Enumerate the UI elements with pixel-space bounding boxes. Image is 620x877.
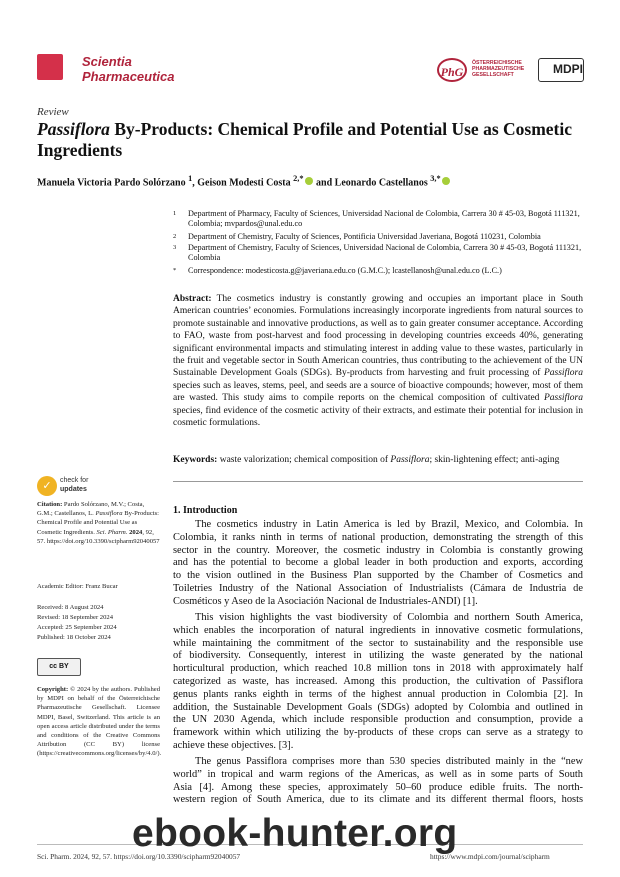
keywords	[173, 454, 583, 466]
orcid-icon[interactable]	[442, 177, 450, 185]
citation-year: 2024	[127, 528, 143, 536]
published-date: Published: 18 October 2024	[37, 634, 111, 641]
check-updates-line2: updates	[60, 485, 87, 493]
keywords-label: Keywords:	[173, 455, 218, 465]
copyright-text: © 2024 by the authors. Published by MDPI on behalf of the Österreichische Pharmazeutische Gesellschaft. Licensee MDPI, Basel, Switzerland. This article is an open access article distributed under the terms and conditions of the Creative Commons Attribution (CC BY) license (https://creativecommons.org/licenses/by/4.0/).	[37, 686, 162, 758]
citation-journal: Sci. Pharm.	[96, 528, 128, 536]
title-rest: By-Products: Chemical Profile and Potential Use as Cosmetic Ingredients	[37, 119, 573, 160]
text-line: Cosméticos y Aseo de la Asociación Nacional de Industriales-ANDI) [1].	[173, 595, 478, 607]
copyright	[37, 685, 160, 759]
check-updates-line1: check for	[60, 477, 89, 484]
affiliation-number: 1	[173, 210, 177, 217]
keywords-genus: Passiflora	[390, 455, 430, 465]
text-line: Toiletries Industry of the National Association of Industrialists (Cámara de Industria de	[173, 582, 583, 594]
affiliation-number: 2	[173, 233, 177, 240]
footer-citation: Sci. Pharm. 2024, 92, 57. https://doi.org/10.3390/scipharm92040057	[37, 852, 241, 861]
abstract-genus: Passiflora	[543, 393, 583, 404]
affiliation-text: Department of Chemistry, Faculty of Sciences, Pontificia Universidad Javeriana, Bogotá 110231, Colombia	[188, 232, 541, 241]
text-line: the UN 2030 Agenda, which include responsible production and consumption, provide a	[173, 714, 583, 726]
text-line: The genus Passiflora comprises more than 530 species distributed mainly in the “new	[195, 756, 583, 767]
orcid-icon[interactable]	[305, 177, 313, 185]
received-date: Received: 8 August 2024	[37, 604, 104, 611]
watermark: ebook-hunter.org	[132, 812, 458, 855]
text-line: This vision highlights the vast biodiversity of Colombia and northern South America,	[195, 612, 583, 623]
intro-paragraph-3	[173, 756, 583, 807]
text-line: to the vision outlined in the Business Plan supported by the Chamber of Cosmetics and	[173, 570, 583, 582]
text-line: and has the potential to become a global leader in both production and exports, according	[173, 557, 583, 569]
abstract-text: species, find evidence of the cosmetic activity of their extracts, and estimate their potential for inclusion in cosmetic formulations.	[173, 405, 583, 429]
citation-doi[interactable]: , 92, 57. https://doi.org/10.3390/scipharm92040057	[37, 528, 160, 545]
keywords-text: ; skin-lightening effect; anti-aging	[429, 455, 560, 465]
intro-paragraph-2	[173, 612, 583, 753]
text-line: while maintaining the commitment of the sector to sustainability and the responsible use	[173, 637, 583, 649]
title-genus: Passiflora	[37, 119, 110, 139]
text-line: Asia [4]. Among these species, approximately 50–60 produce edible fruits. The north-	[173, 781, 583, 793]
author-name[interactable]: , Geison Modesti Costa	[192, 177, 291, 189]
section-divider	[173, 481, 583, 482]
abstract	[173, 293, 583, 429]
keywords-text: waste valorization; chemical composition of	[217, 455, 391, 465]
affiliation-number: 3	[173, 244, 177, 251]
author-list	[37, 174, 451, 188]
text-line: achieve these objectives. [3].	[173, 739, 294, 751]
journal-name	[82, 54, 175, 84]
author-affiliation-mark: 3,*	[430, 174, 441, 183]
citation-genus: Passiflora	[95, 510, 123, 518]
text-line: framework within which utilizing the by-products of these crops can serve as a strategy to	[173, 727, 583, 739]
article-title	[37, 119, 597, 161]
text-line: world” in tropical and warm regions of the Americas, as well as in some parts of South	[173, 768, 583, 780]
academic-editor: Academic Editor: Franz Bucar	[37, 583, 118, 590]
revised-date: Revised: 18 September 2024	[37, 614, 113, 621]
text-line: which enables the incorporation of natural ingredients in innovative cosmetic formulations,	[173, 624, 583, 636]
abstract-text: species such as leaves, stems, peel, and seeds are a source of bioactive compounds; however, most of them are wasted. This study aims to compile reports on the chemical composition of cultivated	[173, 380, 583, 404]
text-line: The cosmetics industry in Latin America is led by Brazil, Mexico, and Colombia. In	[195, 519, 583, 530]
citation	[37, 500, 160, 546]
abstract-genus: Passiflora	[543, 368, 583, 379]
text-line: categorized as waste, has increased. Among this production, the cultivation of Passiflora	[173, 675, 583, 687]
journal-logo-icon	[37, 54, 63, 80]
citation-text: Pardo Solórzano, M.V.; Costa, G.M.; Castellanos, L.	[37, 501, 145, 518]
text-line: genus plants ranks eighth in terms of the highest annual production in Colombia [2]. In	[173, 688, 583, 700]
affiliation-text: Department of Chemistry, Faculty of Sciences, Universidad Nacional de Colombia, Carrera 30 # 45-03, Bogotá 111321, Colombia	[188, 243, 582, 262]
abstract-label: Abstract:	[173, 294, 212, 304]
text-line: horticultural production, which reached 10.8 million tons in 2018 with approximately half	[173, 663, 583, 675]
footer-journal-url[interactable]: https://www.mdpi.com/journal/scipharm	[430, 852, 550, 861]
author-name[interactable]: and Leonardo Castellanos	[313, 177, 428, 189]
author-name[interactable]: Manuela Victoria Pardo Solórzano	[37, 177, 186, 189]
abstract-text: The cosmetics industry is constantly growing and occupies an important place in South American countries’ economies. Formulations increasingly incorporate ingredients from natural sources to promote sustainable and innovative productions, as well as to gain greater consumer acceptance. According to FAO, waste from post-harvest and food processing in developing countries exceeds 40%, generating significant environmental impacts and stimulating interest in adding value to these wastes, particularly in the fruit and vegetable sector in South American countries, thus contributing to the achievement of the UN Sustainable Development Goals (SDGs). By-products from harvesting and fruit processing of	[173, 294, 583, 379]
citation-label: Citation:	[37, 501, 63, 508]
text-line: western region of South America, due to its climate and its different thermal floors, hosts	[173, 794, 583, 806]
text-line: addition, the Sustainable Development Goals (SDGs) adopted by Colombia and outlined in	[173, 701, 583, 713]
mdpi-logo: MDPI	[538, 58, 584, 82]
check-updates-icon: ✓	[37, 476, 57, 496]
intro-paragraph-1	[173, 519, 583, 609]
phg-logo-icon: PhG	[437, 58, 467, 82]
check-updates-label	[60, 477, 110, 494]
text-line: of biodiversity. Consequently, interest in utilizing the waste generated by the national	[173, 650, 583, 662]
affiliation-text: Department of Pharmacy, Faculty of Sciences, Universidad Nacional de Colombia, Carrera 30 # 45-03, Bogotá 111321, Colombia; mvpardos@unal.edu.co	[188, 209, 580, 228]
author-affiliation-mark: 2,*	[293, 174, 304, 183]
citation-text: By-Products: Chemical Profile and Potential Use as Cosmetic Ingredients.	[37, 510, 160, 536]
accepted-date: Accepted: 25 September 2024	[37, 624, 117, 631]
copyright-label: Copyright:	[37, 686, 69, 693]
correspondence-text[interactable]: Correspondence: modesticosta.g@javeriana.edu.co (G.M.C.); lcastellanosh@unal.edu.co (L.C.)	[188, 266, 502, 275]
section-heading: 1. Introduction	[173, 505, 238, 516]
text-line: sector in the country. Moreover, the cosmetic industry in Colombia is constantly growing	[173, 544, 583, 556]
author-affiliation-mark: 1	[188, 174, 193, 183]
text-line: Colombia, it ranks ninth in terms of national production, demonstrating the strength of this	[173, 531, 583, 543]
journal-name-line1: Scientia	[82, 54, 132, 69]
journal-name-line2: Pharmaceutica	[82, 69, 175, 84]
correspondence-mark: *	[173, 267, 177, 274]
article-type: Review	[37, 106, 69, 118]
phg-society-name: ÖSTERREICHISCHE PHARMAZEUTISCHE GESELLSCHAFT	[472, 60, 525, 79]
cc-by-license-icon[interactable]: cc BY	[37, 658, 81, 676]
